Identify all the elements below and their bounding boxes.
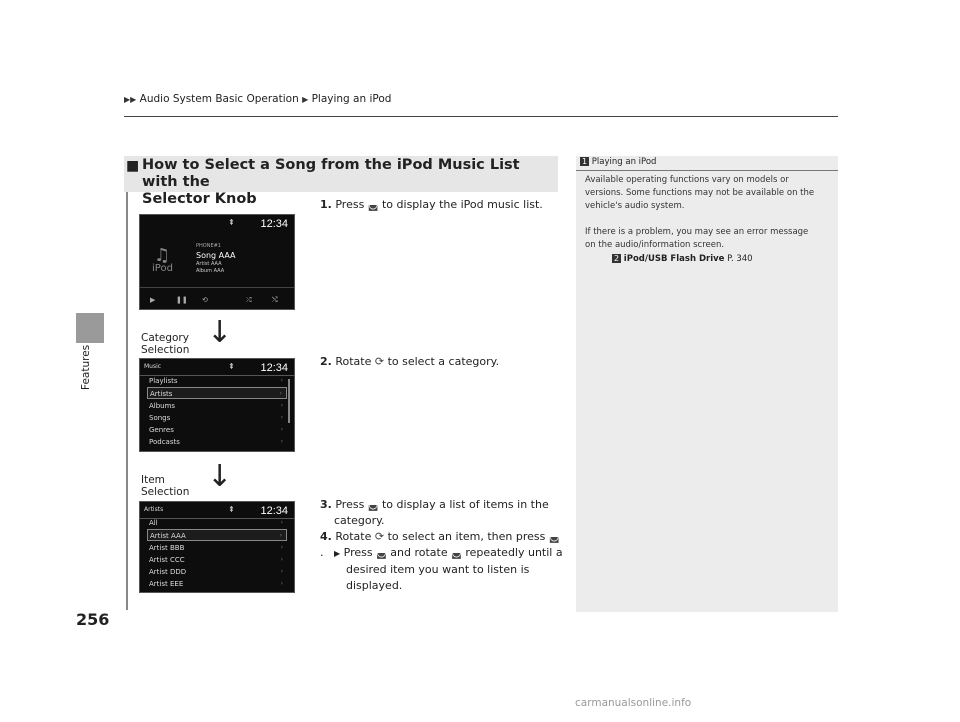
screen-clock: 12:34 bbox=[260, 505, 288, 517]
menu-item-selected[interactable]: Artists › bbox=[147, 387, 287, 399]
pause-icon[interactable]: ❚❚ bbox=[176, 296, 188, 304]
knob-press-icon: ◛ bbox=[367, 498, 379, 511]
section-square-icon: ■ bbox=[126, 158, 140, 174]
menu-item[interactable]: Artist DDD › bbox=[149, 568, 283, 576]
section-rule bbox=[126, 192, 128, 610]
screen-clock: 12:34 bbox=[260, 218, 288, 230]
step-3: 3. Press ◛ to display a list of items in the category. bbox=[320, 498, 549, 527]
music-note-icon: ♫ bbox=[154, 245, 171, 266]
substep-arrow-icon: ▶ bbox=[334, 549, 341, 558]
step-4: 4. Rotate ⟳ to select an item, then press ◛. bbox=[320, 530, 560, 559]
note-header: 1 Playing an iPod bbox=[576, 156, 838, 171]
usb-icon: ⇞ bbox=[228, 505, 235, 514]
knob-rotate-icon: ⟳ bbox=[374, 355, 385, 368]
ipod-logo: ♫ iPod bbox=[152, 245, 173, 274]
step-4-substep: ▶ Press ◛ and rotate ◛ repeatedly until a desired item you want to listen is displayed. bbox=[334, 546, 563, 592]
page-number: 256 bbox=[76, 610, 110, 629]
usb-icon: ⇞ bbox=[228, 362, 235, 371]
knob-press-icon: ◛ bbox=[548, 530, 560, 543]
screen-title: Music bbox=[144, 363, 162, 370]
breadcrumb bbox=[124, 93, 391, 105]
scrollbar[interactable] bbox=[288, 379, 290, 423]
category-selection-caption: Category Selection bbox=[141, 332, 190, 356]
shuffle-icon[interactable]: ⤮ bbox=[246, 296, 252, 304]
breadcrumb-item[interactable]: Playing an iPod bbox=[311, 93, 392, 105]
menu-item[interactable]: Genres › bbox=[149, 426, 283, 434]
repeat-icon[interactable]: ⟲ bbox=[202, 296, 208, 304]
breadcrumb-arrow-icon: ▶▶ bbox=[124, 95, 137, 104]
screen-title: Artists bbox=[144, 506, 164, 513]
menu-item[interactable]: Albums › bbox=[149, 402, 283, 410]
menu-item[interactable]: Podcasts › bbox=[149, 438, 283, 446]
music-category-screen bbox=[139, 358, 295, 452]
breadcrumb-arrow-icon: ▶ bbox=[302, 95, 309, 104]
menu-item[interactable]: Artist BBB › bbox=[149, 544, 283, 552]
menu-item[interactable]: Artist EEE › bbox=[149, 580, 283, 588]
screen-clock: 12:34 bbox=[260, 362, 288, 374]
step-1: 1. Press ◛ to display the iPod music list. bbox=[320, 198, 543, 211]
progress-track bbox=[140, 287, 294, 288]
reference-icon: 2 bbox=[614, 254, 620, 263]
track-info: PHONE#1 Song AAA Artist AAA Album AAA bbox=[196, 243, 236, 274]
header-rule bbox=[124, 116, 838, 117]
playback-controls bbox=[148, 296, 288, 306]
menu-item[interactable]: All › bbox=[149, 519, 283, 527]
down-arrow-icon: ↓ bbox=[207, 459, 233, 494]
knob-press-icon: ◛ bbox=[367, 198, 379, 211]
down-arrow-icon: ↓ bbox=[207, 315, 233, 350]
note-marker-icon: 1 bbox=[582, 157, 588, 166]
play-icon[interactable]: ▶ bbox=[150, 296, 156, 304]
menu-item-selected[interactable]: Artist AAA › bbox=[147, 529, 287, 541]
note-panel bbox=[576, 156, 838, 612]
item-selection-caption: Item Selection bbox=[141, 474, 190, 498]
knob-rotate-icon: ⟳ bbox=[374, 530, 385, 543]
now-playing-screen bbox=[139, 214, 295, 310]
chapter-label: Features bbox=[80, 344, 92, 390]
shuffle-all-icon[interactable]: ⤭ bbox=[272, 296, 278, 304]
usb-icon: ⇞ bbox=[228, 218, 235, 227]
menu-item[interactable]: Playlists › bbox=[149, 377, 283, 385]
knob-rotate-icon: ◛ bbox=[451, 546, 462, 559]
menu-item[interactable]: Artist CCC › bbox=[149, 556, 283, 564]
note-text: Available operating functions vary on models or versions. Some functions may not be available on the vehicle's audio system. If there is a problem, you may see an error message on the audio/information screen. bbox=[585, 175, 815, 250]
artist-list-screen bbox=[139, 501, 295, 593]
breadcrumb-item[interactable]: Audio System Basic Operation bbox=[139, 93, 299, 105]
menu-item[interactable]: Songs › bbox=[149, 414, 283, 422]
watermark[interactable]: carmanualsonline.info bbox=[575, 697, 692, 709]
section-title: How to Select a Song from the iPod Music List with the Selector Knob bbox=[142, 157, 520, 207]
cross-reference-link[interactable]: 2 iPod/USB Flash Drive P. 340 bbox=[614, 254, 753, 264]
knob-press-icon: ◛ bbox=[376, 546, 387, 559]
step-2: 2. Rotate ⟳ to select a category. bbox=[320, 355, 500, 368]
chapter-tab[interactable] bbox=[76, 313, 104, 343]
